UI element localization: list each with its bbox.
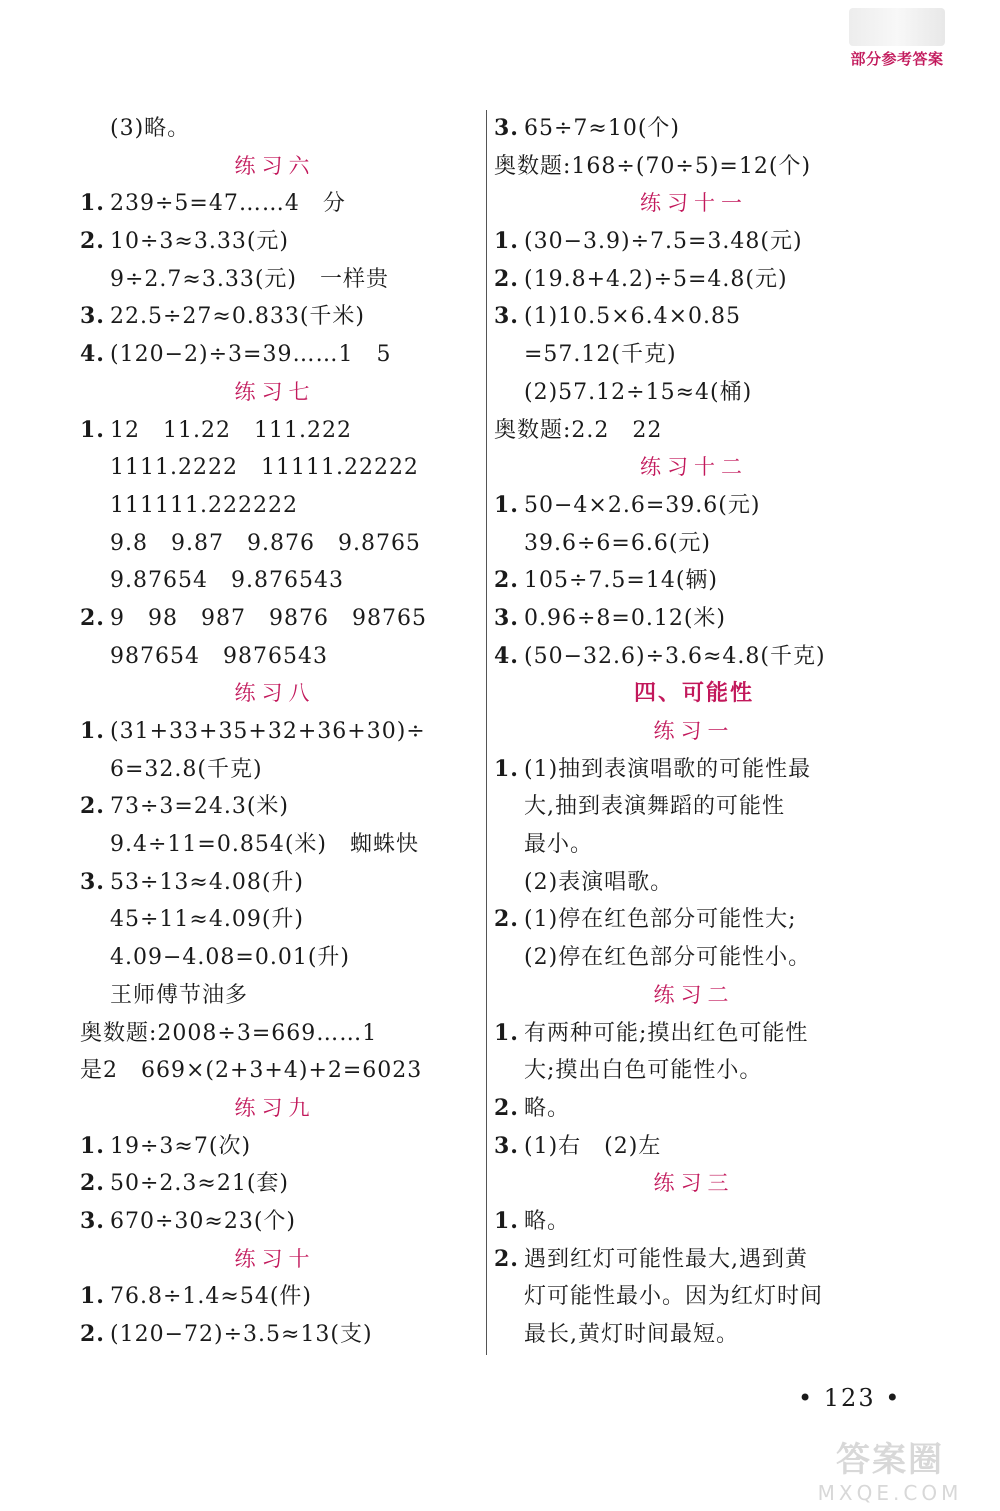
answer-item [494, 600, 894, 638]
answer-item [494, 638, 894, 676]
answer-text: (30−3.9)÷7.5=3.48(元) [524, 229, 803, 255]
answer-line: 39.6÷6=6.6(元) [524, 530, 712, 556]
answer-text: (1)抽到表演唱歌的可能性最 [524, 756, 812, 782]
answer-line: 9.87654 9.876543 [110, 568, 344, 594]
answer-item [494, 751, 894, 789]
header-decoration [849, 8, 945, 46]
answer-line: 最小。 [524, 832, 594, 858]
answer-text: 0.96÷8=0.12(米) [524, 605, 726, 631]
answer-line: 最长,黄灯时间最短。 [524, 1322, 739, 1347]
answer-item [80, 788, 470, 826]
item-number: 1. [80, 1132, 105, 1159]
answer-item [494, 261, 894, 299]
answer-line: 45÷11≈4.09(升) [110, 907, 305, 933]
answer-line: 奥数题:2.2 22 [494, 417, 663, 443]
answer-line: (2)57.12÷15≈4(桶) [524, 379, 753, 405]
answer-item [80, 864, 470, 902]
item-number: 1. [494, 491, 519, 518]
item-number: 3. [80, 868, 105, 895]
answer-text: 略。 [524, 1095, 571, 1121]
section-heading: 练习六 [234, 153, 316, 178]
item-number: 1. [80, 190, 105, 217]
item-number: 2. [494, 1094, 519, 1121]
answer-text: 遇到红灯可能性最大,遇到黄 [524, 1246, 808, 1272]
answer-text: (1)10.5×6.4×0.85 [524, 304, 741, 330]
answer-item [494, 1128, 894, 1166]
item-number: 2. [494, 906, 519, 933]
answer-line: 9.8 9.87 9.876 9.8765 [110, 530, 421, 556]
answer-text: 略。 [524, 1208, 571, 1234]
item-number: 3. [494, 303, 519, 330]
watermark-url: MXQE.COM [817, 1481, 963, 1505]
answer-item [80, 713, 470, 751]
item-number: 1. [80, 416, 105, 443]
answer-line: 9.4÷11=0.854(米) 蜘蛛快 [110, 832, 419, 858]
item-number: 1. [80, 718, 105, 744]
answer-line: 王师傅节油多 [110, 982, 249, 1008]
section-heading: 练习二 [653, 982, 735, 1007]
answer-item [80, 1316, 470, 1354]
answer-line: 是2 669×(2+3+4)+2=6023 [80, 1058, 423, 1084]
item-number: 3. [80, 303, 105, 330]
section-heading: 练习一 [653, 719, 735, 743]
answer-text: 73÷3=24.3(米) [110, 794, 290, 820]
answer-item [80, 600, 470, 638]
answer-item [494, 562, 894, 600]
answer-text: 53÷13≈4.08(升) [110, 869, 305, 895]
answer-item [494, 223, 894, 261]
section-heading: 四、可能性 [633, 681, 754, 707]
answer-item [494, 298, 894, 336]
answer-item [80, 412, 470, 450]
answer-text: 50÷2.3≈21(套) [110, 1171, 290, 1197]
item-number: 3. [80, 1207, 105, 1234]
answer-text: 670÷30≈23(个) [110, 1208, 297, 1234]
answer-item [494, 901, 894, 939]
section-heading: 练习三 [653, 1171, 735, 1196]
item-number: 1. [80, 1283, 105, 1310]
answer-item [80, 185, 470, 223]
answer-line: =57.12(千克) [524, 342, 677, 368]
item-number: 3. [494, 115, 519, 141]
answer-item [494, 487, 894, 525]
answer-line: 大,抽到表演舞蹈的可能性 [524, 794, 785, 820]
item-number: 1. [494, 1207, 519, 1234]
item-number: 4. [80, 341, 105, 368]
answer-line: 灯可能性最小。因为红灯时间 [524, 1284, 824, 1310]
item-number: 1. [494, 755, 519, 782]
section-heading: 练习八 [234, 681, 316, 706]
header-tag [842, 8, 952, 69]
answer-text: (1)停在红色部分可能性大; [524, 907, 797, 933]
section-heading: 练习十二 [640, 455, 748, 480]
answer-text: (19.8+4.2)÷5=4.8(元) [524, 266, 788, 292]
answer-item [80, 1165, 470, 1203]
answer-item [80, 1128, 470, 1166]
right-column [494, 110, 894, 1354]
left-column [80, 110, 470, 1354]
section-heading: 练习七 [234, 379, 316, 404]
answer-text: 9 98 987 9876 98765 [110, 605, 427, 631]
answer-text: 239÷5=47……4 分 [110, 191, 346, 217]
section-heading: 练习九 [234, 1095, 316, 1120]
answer-line: (2)停在红色部分可能性小。 [524, 945, 812, 971]
answer-line: (2)表演唱歌。 [524, 869, 674, 895]
page-number: • 123 • [798, 1384, 902, 1412]
answer-text: 有两种可能;摸出红色可能性 [524, 1020, 809, 1046]
item-number: 2. [80, 1321, 105, 1347]
answer-text: 105÷7.5=14(辆) [524, 568, 719, 594]
answer-line: 111111.222222 [110, 492, 298, 518]
item-number: 3. [494, 1132, 519, 1159]
answer-line: 奥数题:2008÷3=669……1 [80, 1020, 378, 1046]
item-number: 2. [80, 604, 105, 631]
answer-text: (120−72)÷3.5≈13(支) [110, 1322, 373, 1347]
answer-line: 奥数题:168÷(70÷5)=12(个) [494, 153, 812, 179]
answer-line: 1111.2222 11111.22222 [110, 455, 419, 481]
answer-text: 12 11.22 111.222 [110, 417, 352, 443]
answer-text: (50−32.6)÷3.6≈4.8(千克) [524, 643, 826, 669]
answer-line: 6=32.8(千克) [110, 756, 263, 782]
item-number: 2. [80, 1170, 105, 1197]
item-number: 2. [80, 228, 105, 255]
answer-item [494, 1203, 894, 1241]
answer-item [494, 1241, 894, 1279]
item-number: 1. [494, 1019, 519, 1046]
answer-item [80, 336, 470, 374]
answer-text: 50−4×2.6=39.6(元) [524, 492, 761, 518]
item-number: 2. [80, 793, 105, 820]
answer-item [80, 223, 470, 261]
answer-text: 10÷3≈3.33(元) [110, 229, 290, 255]
answer-item [80, 298, 470, 336]
answer-text: 76.8÷1.4≈54(件) [110, 1284, 312, 1310]
answer-text: 19÷3≈7(次) [110, 1133, 252, 1159]
answer-text: 65÷7≈10(个) [524, 116, 681, 141]
answer-item [80, 1278, 470, 1316]
item-number: 2. [494, 567, 519, 594]
section-heading: 练习十 [234, 1246, 316, 1271]
column-divider [486, 110, 487, 1355]
item-number: 4. [494, 642, 519, 669]
answer-line: 987654 9876543 [110, 643, 328, 669]
answer-item [494, 110, 894, 148]
watermark [790, 1432, 990, 1505]
answer-item [494, 1090, 894, 1128]
answer-text: (31+33+35+32+36+30)÷ [110, 719, 426, 744]
answer-text: 22.5÷27≈0.833(千米) [110, 304, 365, 330]
item-number: 3. [494, 604, 519, 631]
answer-line: 9÷2.7≈3.33(元) 一样贵 [110, 266, 390, 292]
answer-line: 大;摸出白色可能性小。 [524, 1058, 763, 1084]
answer-line: (3)略。 [110, 116, 191, 141]
answer-text: (120−2)÷3=39……1 5 [110, 342, 392, 368]
answer-item [494, 1015, 894, 1053]
answer-line: 4.09−4.08=0.01(升) [110, 945, 350, 971]
answer-item [80, 1203, 470, 1241]
item-number: 2. [494, 265, 519, 292]
watermark-logo-text: 答案圈 [836, 1440, 944, 1480]
section-heading: 练习十一 [640, 191, 748, 216]
header-label: 部分参考答案 [850, 50, 944, 68]
answer-text: (1)右 (2)左 [524, 1133, 662, 1159]
item-number: 2. [494, 1245, 519, 1272]
item-number: 1. [494, 228, 519, 255]
